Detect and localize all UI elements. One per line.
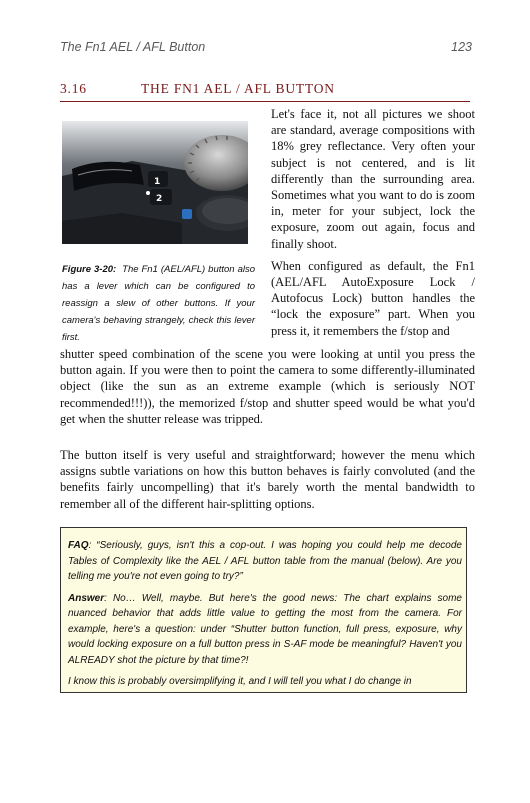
running-header-title: The Fn1 AEL / AFL Button <box>60 40 206 54</box>
figure-photo <box>62 121 248 244</box>
faq-answer-label: Answer <box>68 592 105 604</box>
body-paragraph-2-end: shutter speed combination of the scene you were looking at until you press the button again. If you were then to point the camera to some differently-illuminated object (like the sun as an extreme example (which is seriously NOT recommended!!!)), the memorized f/stop and shutter speed would be what you'd get when the shutter release was tripped. <box>60 347 475 426</box>
right-column <box>271 106 475 339</box>
svg-text:1: 1 <box>154 177 161 187</box>
figure-caption-label: Figure 3-20: <box>62 264 117 275</box>
body-paragraph-1: Let's face it, not all pictures we shoot are standard, average compositions with 18% grey reflectance. Very often your subject is not centered, and is lit differently than the surrounding area. Sometimes what you want to do is zoom in, meter for your subject, lock the exposure, zoom out again, focus and finally shoot. <box>271 107 475 251</box>
section-heading <box>60 81 470 102</box>
page-number: 123 <box>451 40 472 54</box>
svg-text:2: 2 <box>156 194 163 204</box>
faq-question <box>68 538 462 585</box>
body-paragraph-3: The button itself is very useful and straightforward; however the menu which assigns subtle variations on how this button behaves is fairly convoluted (and the benefits fairly uncompelling) that it's barely worth the mental bandwidth to remember all of the different hair-splitting options. <box>60 448 475 511</box>
faq-answer-text: : No… Well, maybe. But here's the good news: The chart explains some nuanced behavior that adds little value to getting the most from the camera. For example, here's a question: under “Shutter button function, full press, exposure, why would locking exposure on a full button press in S-AF mode be meaningful? Haven't you ALREADY shot the picture by that time?! <box>68 592 462 666</box>
section-title: THE FN1 AEL / AFL BUTTON <box>141 81 335 96</box>
section-number: 3.16 <box>60 81 87 96</box>
camera-lever-photo-icon <box>62 121 248 244</box>
faq-question-label: FAQ <box>68 540 89 551</box>
faq-question-text: : “Seriously, guys, isn't this a cop-out. I was hoping you could help me decode Tables of Complexity like the AEL / AFL button table from the manual (below). Are you telling me you're not even going to try?” <box>68 540 462 582</box>
faq-answer <box>68 591 462 669</box>
faq-box <box>60 527 467 693</box>
body-paragraph-2-start: When configured as default, the Fn1 (AEL/AFL AutoExposure Lock / Autofocus Lock) button handles the “lock the exposure” part. When you press it, it remembers the f/stop and <box>271 258 475 338</box>
figure-caption <box>62 261 255 346</box>
figure-caption-text: The Fn1 (AEL/AFL) button also has a lever which can be configured to reassign a slew of other buttons. If your camera's behaving strangely, check this lever first. <box>62 264 255 343</box>
faq-closing: I know this is probably oversimplifying it, and I will tell you what I do change in <box>68 676 412 687</box>
running-header <box>60 40 472 60</box>
